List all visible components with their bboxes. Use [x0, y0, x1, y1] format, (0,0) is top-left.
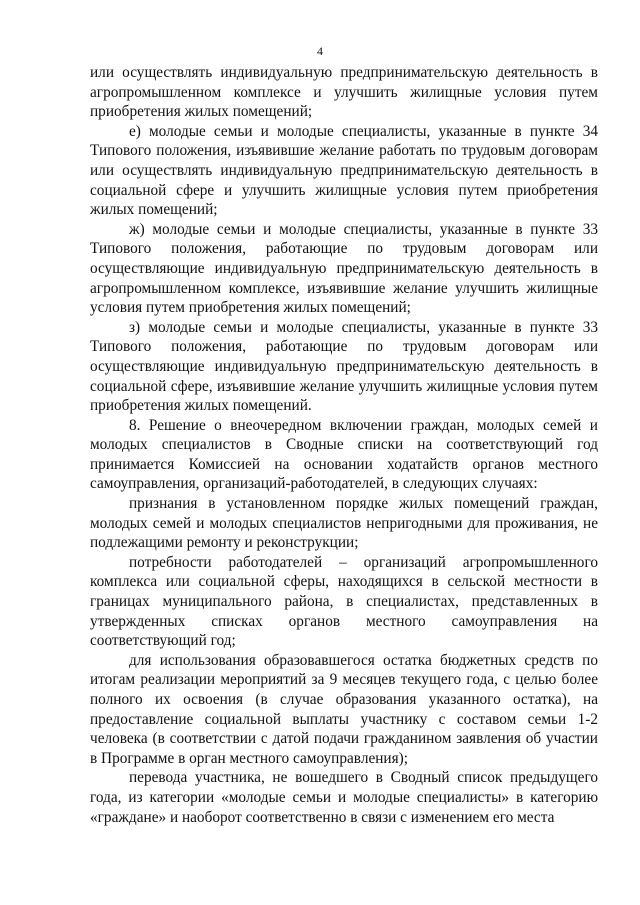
page-number: 4: [317, 44, 323, 58]
paragraph-item-e: е) молодые семьи и молодые специалисты, указанные в пункте 34 Типового положения, изъявившие желание работать по трудовым договорам или осуществлять индивидуальную предпринимательскую деятельность в социальной сфере и улучшить жилищные условия путем приобретения жилых помещений;: [90, 122, 598, 219]
paragraph-continuation: или осуществлять индивидуальную предпринимательскую деятельность в агропромышленном комплексе и улучшить жилищные условия путем приобретения жилых помещений;: [90, 64, 598, 121]
document-body: [90, 63, 598, 827]
paragraph-case-employer-needs: потребности работодателей – организаций агропромышленного комплекса или социальной сферы, находящихся в сельской местности в границах муниципального района, в специалистах, представленных в утвержденных списках органов местного самоуправления на соответствующий год;: [90, 553, 598, 650]
paragraph-case-category-transfer: перевода участника, не вошедшего в Сводный список предыдущего года, из категории «молодые семьи и молодые специалисты» в категорию «граждане» и наоборот соответственно в связи с изменением его места: [90, 769, 598, 826]
paragraph-item-zh: ж) молодые семьи и молодые специалисты, указанные в пункте 33 Типового положения, работающие по трудовым договорам или осуществляющие индивидуальную предпринимательскую деятельность в агропромышленном комплексе, изъявившие желание улучшить жилищные условия путем приобретения жилых помещений;: [90, 220, 598, 317]
paragraph-clause-8: 8. Решение о внеочередном включении граждан, молодых семей и молодых специалистов в Сводные списки на соответствующий год принимается Комиссией на основании ходатайств органов местного самоуправления, организаций-работодателей, в следующих случаях:: [90, 416, 598, 493]
paragraph-case-budget-remainder: для использования образовавшегося остатка бюджетных средств по итогам реализации мероприятий за 9 месяцев текущего года, с целью более полного их освоения (в случае образования указанного остатка), на предоставление социальной выплаты участнику с составом семьи 1-2 человека (в соответствии с датой подачи гражданином заявления об участии в Программе в орган местного самоуправления);: [90, 651, 598, 767]
paragraph-case-unfit-housing: признания в установленном порядке жилых помещений граждан, молодых семей и молодых специалистов непригодными для проживания, не подлежащими ремонту и реконструкции;: [90, 495, 598, 552]
paragraph-item-z: з) молодые семьи и молодые специалисты, указанные в пункте 33 Типового положения, работающие по трудовым договорам или осуществляющие индивидуальную предпринимательскую деятельность в социальной сфере, изъявившие желание улучшить жилищные условия путем приобретения жилых помещений.: [90, 318, 598, 415]
